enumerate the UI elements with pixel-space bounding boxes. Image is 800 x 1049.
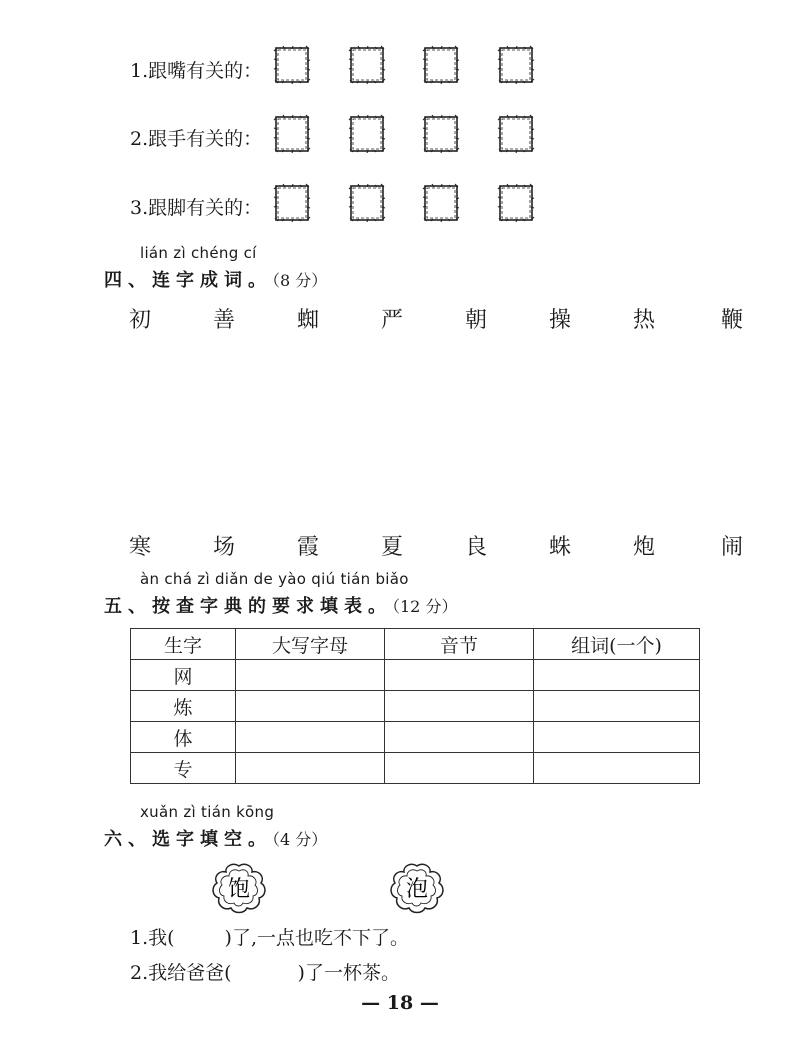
- section5-title: [104, 592, 457, 618]
- answer-cell[interactable]: [236, 691, 385, 722]
- char-item[interactable]: 热: [632, 308, 655, 333]
- section5-score: （12 分）: [392, 597, 458, 616]
- section4-title: [104, 266, 327, 292]
- answer-cell[interactable]: [534, 660, 700, 691]
- question-2-before: 2.我给爸爸(: [130, 962, 232, 984]
- question-2: [130, 958, 400, 985]
- answer-frame[interactable]: [273, 114, 311, 154]
- table-char-cell: 专: [131, 753, 236, 784]
- answer-frame[interactable]: [422, 45, 460, 85]
- section5-pinyin: àn chá zì diǎn de yào qiú tián biǎo: [140, 570, 409, 588]
- answer-frame[interactable]: [497, 114, 535, 154]
- option-flower-bao[interactable]: [210, 862, 268, 914]
- char-item[interactable]: 闹: [720, 535, 743, 560]
- answer-frame[interactable]: [348, 114, 386, 154]
- answer-frame[interactable]: [273, 45, 311, 85]
- answer-frame[interactable]: [348, 45, 386, 85]
- char-item[interactable]: 霞: [296, 535, 319, 560]
- table-row: [131, 691, 700, 722]
- table-header-row: [131, 629, 700, 660]
- char-item[interactable]: 初: [128, 308, 151, 333]
- answer-cell[interactable]: [534, 753, 700, 784]
- char-item[interactable]: 蜘: [296, 308, 319, 333]
- answer-frame[interactable]: [422, 183, 460, 223]
- dictionary-table: [130, 628, 700, 784]
- section4-pinyin: lián zì chéng cí: [140, 244, 257, 262]
- answer-cell[interactable]: [534, 722, 700, 753]
- answer-frame[interactable]: [273, 183, 311, 223]
- table-header: 大写字母: [236, 629, 385, 660]
- section6-title: [104, 825, 327, 851]
- table-row: [131, 753, 700, 784]
- section6-pinyin: xuǎn zì tián kōng: [140, 803, 275, 821]
- table-char-cell: 体: [131, 722, 236, 753]
- char-item[interactable]: 炮: [632, 535, 655, 560]
- answer-cell[interactable]: [385, 691, 534, 722]
- section4-title-text: 四、连字成词。: [104, 270, 272, 291]
- question-1-before: 1.我(: [130, 927, 175, 949]
- char-item[interactable]: 良: [464, 535, 487, 560]
- answer-cell[interactable]: [534, 691, 700, 722]
- char-row-top: [0, 303, 800, 333]
- answer-cell[interactable]: [385, 722, 534, 753]
- char-item[interactable]: 朝: [464, 308, 487, 333]
- option-char: 饱: [227, 877, 251, 902]
- table-header: 组词(一个): [534, 629, 700, 660]
- table-row: [131, 722, 700, 753]
- char-item[interactable]: 严: [380, 308, 403, 333]
- table-row: [131, 660, 700, 691]
- char-item[interactable]: 操: [548, 308, 571, 333]
- table-char-cell: 炼: [131, 691, 236, 722]
- section4-score: （8 分）: [272, 271, 328, 290]
- category-label-mouth: 1.跟嘴有关的：: [130, 60, 263, 82]
- table-char-cell: 网: [131, 660, 236, 691]
- category-label-foot: 3.跟脚有关的：: [130, 197, 263, 219]
- page-number: — 18 —: [361, 992, 439, 1014]
- answer-cell[interactable]: [385, 753, 534, 784]
- question-1-after: )了,一点也吃不下了。: [224, 927, 409, 949]
- question-2-after: )了一杯茶。: [297, 962, 400, 984]
- answer-frame[interactable]: [497, 45, 535, 85]
- answer-frame[interactable]: [348, 183, 386, 223]
- option-char: 泡: [405, 877, 429, 902]
- char-row-bottom: [0, 530, 800, 560]
- char-item[interactable]: 夏: [380, 535, 403, 560]
- answer-cell[interactable]: [236, 660, 385, 691]
- question-1: [130, 923, 409, 950]
- table-header: 生字: [131, 629, 236, 660]
- answer-cell[interactable]: [236, 722, 385, 753]
- answer-frame[interactable]: [497, 183, 535, 223]
- answer-frame[interactable]: [422, 114, 460, 154]
- category-label-hand: 2.跟手有关的：: [130, 128, 263, 150]
- answer-cell[interactable]: [385, 660, 534, 691]
- char-item[interactable]: 场: [212, 535, 235, 560]
- section6-score: （4 分）: [272, 830, 328, 849]
- char-item[interactable]: 蛛: [548, 535, 571, 560]
- section5-title-text: 五、按查字典的要求填表。: [104, 596, 392, 617]
- answer-cell[interactable]: [236, 753, 385, 784]
- section6-title-text: 六、选字填空。: [104, 829, 272, 850]
- char-item[interactable]: 鞭: [720, 308, 743, 333]
- char-item[interactable]: 寒: [128, 535, 151, 560]
- table-header: 音节: [385, 629, 534, 660]
- option-flower-pao[interactable]: [388, 862, 446, 914]
- char-item[interactable]: 善: [212, 308, 235, 333]
